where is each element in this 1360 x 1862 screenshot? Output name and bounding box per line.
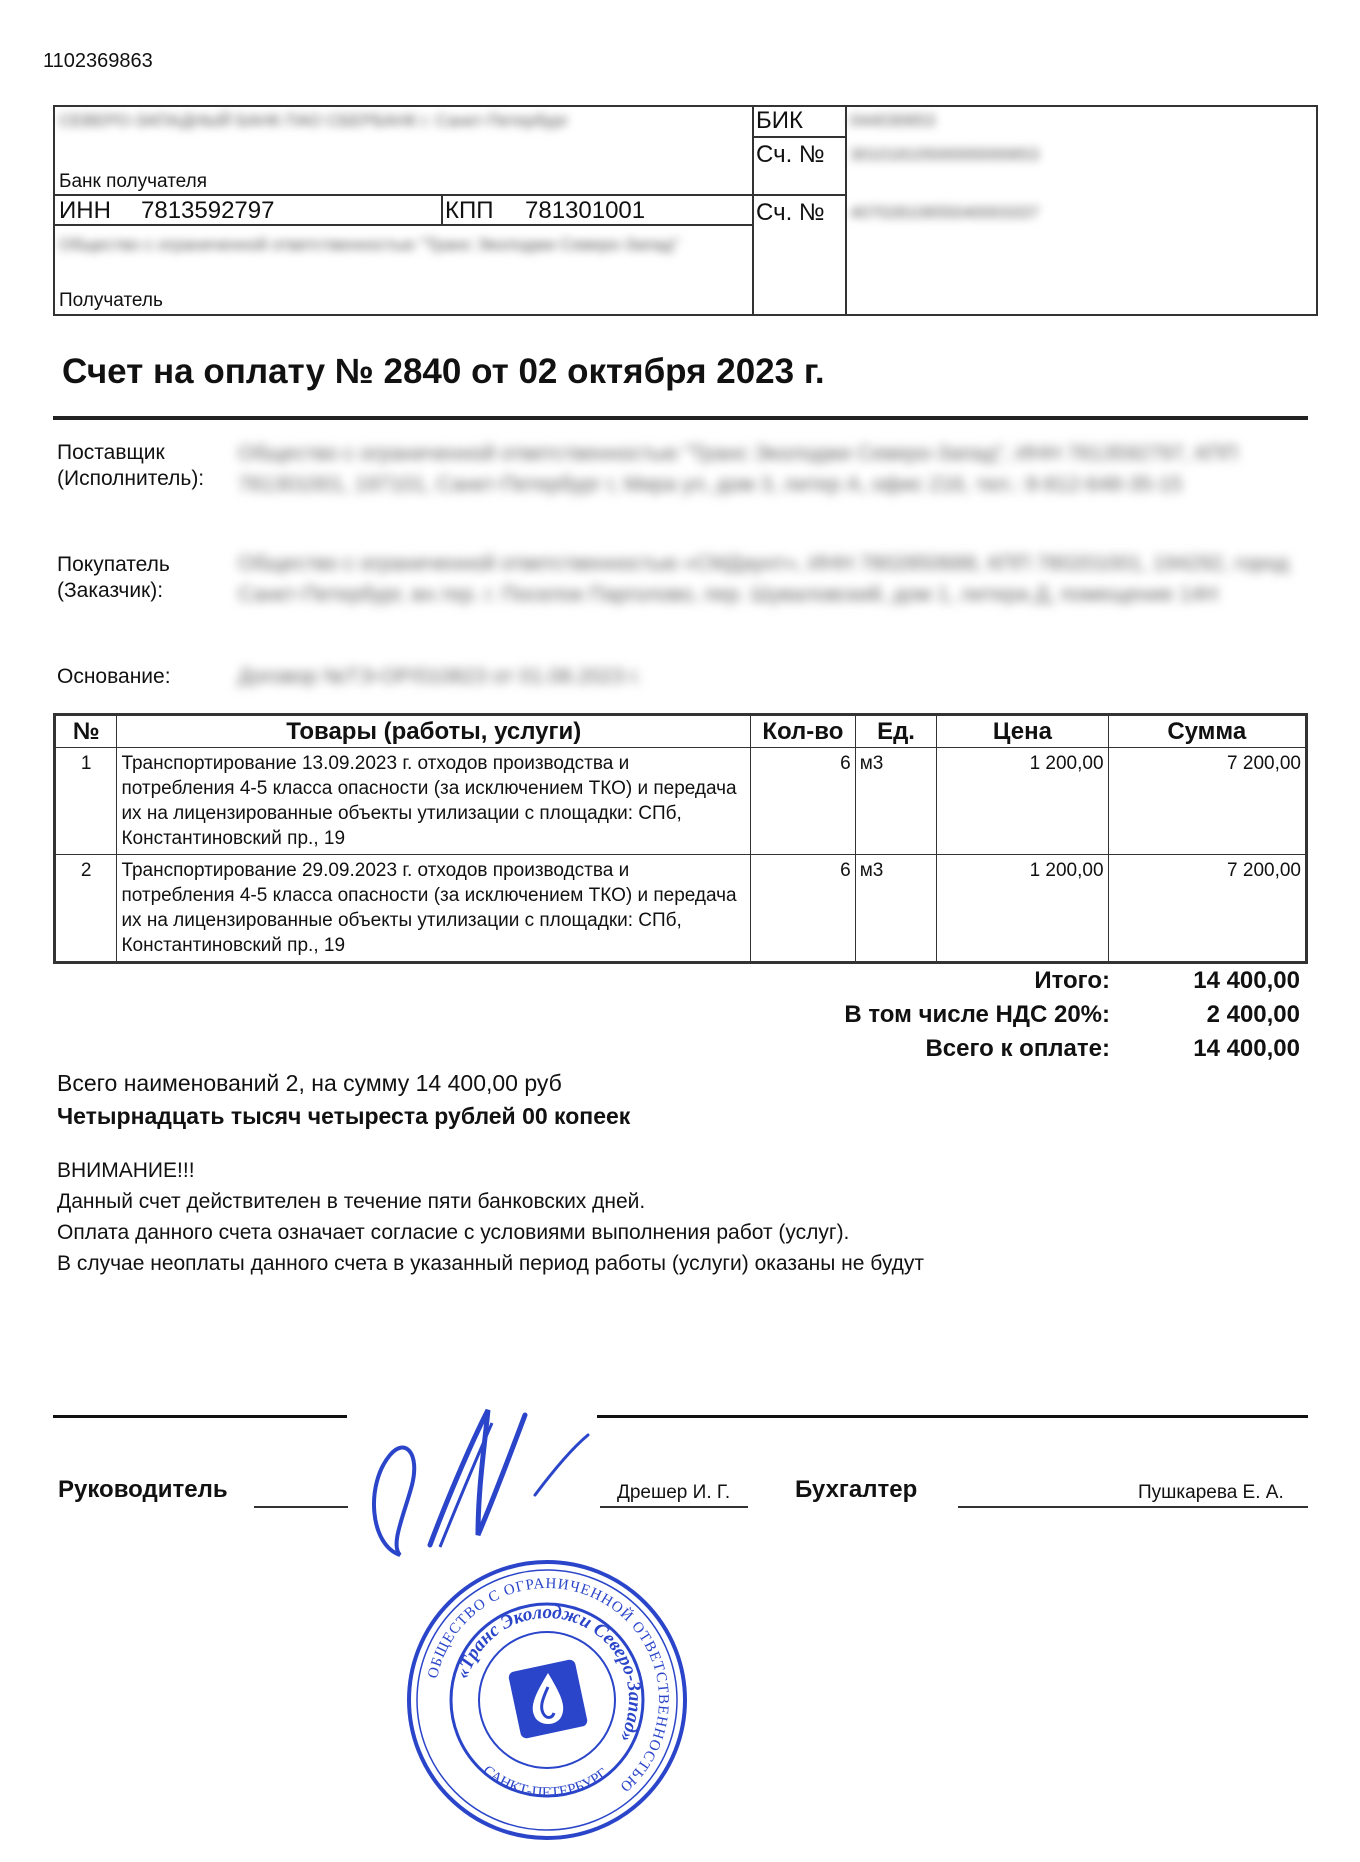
table-header-row bbox=[55, 715, 1307, 748]
bank-name: СЕВЕРО-ЗАПАДНЫЙ БАНК ПАО СБЕРБАНК г. Санкт-Петербург bbox=[59, 111, 569, 130]
notice-block bbox=[57, 1155, 924, 1279]
col-header-price: Цена bbox=[937, 715, 1108, 748]
company-seal bbox=[402, 1555, 692, 1850]
vat-value: 2 400,00 bbox=[1206, 1001, 1300, 1028]
kpp-label: КПП bbox=[445, 197, 494, 224]
head-name-line bbox=[600, 1506, 748, 1508]
totals-block bbox=[700, 967, 1300, 1077]
col-header-qty: Кол-во bbox=[750, 715, 855, 748]
row-qty: 6 bbox=[750, 855, 855, 963]
seal-middle-text: «Транс Эколоджи Северо-Запад» bbox=[452, 1601, 646, 1746]
items-count-summary: Всего наименований 2, на сумму 14 400,00 руб bbox=[57, 1070, 562, 1096]
row-description: Транспортирование 29.09.2023 г. отходов производства и потребления 4-5 класса опасности (за исключением ТКО) и передача их на лицензированные объекты утилизации с площадки: СПб, Константиновский пр., 19 bbox=[117, 855, 751, 963]
row-unit: м3 bbox=[855, 855, 937, 963]
row-description: Транспортирование 13.09.2023 г. отходов производства и потребления 4-5 класса опасности (за исключением ТКО) и передача их на лицензированные объекты утилизации с площадки: СПб, Константиновский пр., 19 bbox=[117, 748, 751, 855]
head-signature-line bbox=[254, 1506, 348, 1508]
recipient-name: Общество с ограниченной ответственностью "Транс Эколоджи Северо-Запад" bbox=[59, 235, 680, 254]
signature-divider-right bbox=[597, 1415, 1308, 1418]
row-price: 1 200,00 bbox=[937, 855, 1108, 963]
row-sum: 7 200,00 bbox=[1108, 748, 1306, 855]
basis-value: Договор №ТЭ-ОР/010823 от 01.08.2023 г. bbox=[238, 665, 642, 688]
head-name: Дрешер И. Г. bbox=[617, 1482, 731, 1503]
signature-image bbox=[360, 1395, 600, 1570]
title-underline bbox=[53, 416, 1308, 420]
amount-in-words: Четырнадцать тысяч четыреста рублей 00 копеек bbox=[57, 1103, 631, 1129]
accountant-signature-line bbox=[958, 1506, 1308, 1508]
buyer-value: Общество с ограниченной ответственностью «СМДаунт», ИНН 7802850688, КПП 780201001, 194292, город Санкт-Петербург, вн.тер. г. Поселок Парголово, пер. Шуваловский, дом 1, литера Д, помещение 14Н bbox=[238, 552, 1289, 606]
col-header-unit: Ед. bbox=[855, 715, 937, 748]
account-value: 40702810655040003337 bbox=[850, 203, 1040, 222]
bank-label: Банк получателя bbox=[59, 171, 207, 192]
notice-line: В случае неоплаты данного счета в указанный период работы (услуги) оказаны не будут bbox=[57, 1252, 925, 1275]
supplier-label: Поставщик (Исполнитель): bbox=[57, 441, 205, 490]
corr-account-value: 30101810500000000653 bbox=[850, 145, 1040, 164]
col-header-number: № bbox=[55, 715, 117, 748]
invoice-title: Счет на оплату № 2840 от 02 октября 2023 г. bbox=[62, 352, 825, 391]
seal-bottom-text: САНКТ-ПЕТЕРБУРГ bbox=[479, 1762, 611, 1802]
inn-label: ИНН bbox=[59, 197, 111, 224]
buyer-label: Покупатель (Заказчик): bbox=[57, 553, 170, 602]
accountant-signature-label: Бухгалтер bbox=[795, 1476, 918, 1503]
total-label: Итого: bbox=[1034, 967, 1110, 994]
basis-label: Основание: bbox=[57, 665, 171, 688]
row-qty: 6 bbox=[750, 748, 855, 855]
items-table bbox=[53, 713, 1308, 964]
signature-divider-left bbox=[53, 1415, 347, 1418]
amount-due-label: Всего к оплате: bbox=[925, 1035, 1110, 1062]
recipient-label: Получатель bbox=[59, 290, 163, 311]
table-row bbox=[55, 748, 1307, 855]
row-number: 1 bbox=[55, 748, 117, 855]
row-unit: м3 bbox=[855, 748, 937, 855]
bik-label: БИК bbox=[756, 107, 803, 134]
notice-heading: ВНИМАНИЕ!!! bbox=[57, 1159, 195, 1182]
account-label: Сч. № bbox=[756, 199, 825, 226]
col-header-sum: Сумма bbox=[1108, 715, 1306, 748]
notice-line: Оплата данного счета означает согласие с условиями выполнения работ (услуг). bbox=[57, 1221, 850, 1244]
notice-line: Данный счет действителен в течение пяти банковских дней. bbox=[57, 1190, 646, 1213]
kpp-value: 781301001 bbox=[525, 197, 646, 224]
vat-label: В том числе НДС 20%: bbox=[844, 1001, 1110, 1028]
corr-account-label: Сч. № bbox=[756, 141, 825, 168]
row-number: 2 bbox=[55, 855, 117, 963]
document-id: 1102369863 bbox=[43, 50, 153, 72]
row-sum: 7 200,00 bbox=[1108, 855, 1306, 963]
total-value: 14 400,00 bbox=[1193, 967, 1300, 994]
table-row bbox=[55, 855, 1307, 963]
bank-details-table bbox=[53, 105, 1318, 316]
row-price: 1 200,00 bbox=[937, 748, 1108, 855]
accountant-name: Пушкарева Е. А. bbox=[1138, 1482, 1284, 1503]
inn-value: 7813592797 bbox=[141, 197, 275, 224]
supplier-value: Общество с ограниченной ответственностью "Транс Эколоджи Северо-Запад", ИНН 7813592797, КПП 781301001, 197101, Санкт-Петербург г, Мира ул, дом 3, литер А, офис 216, тел.: 8-812-648-35-15 bbox=[238, 442, 1238, 496]
seal-outer-text: ОБЩЕСТВО С ОГРАНИЧЕННОЙ ОТВЕТСТВЕННОСТЬЮ bbox=[425, 1575, 672, 1795]
bik-value: 044030653 bbox=[850, 111, 936, 130]
head-signature-label: Руководитель bbox=[58, 1476, 228, 1503]
col-header-goods: Товары (работы, услуги) bbox=[117, 715, 751, 748]
amount-due-value: 14 400,00 bbox=[1193, 1035, 1300, 1062]
